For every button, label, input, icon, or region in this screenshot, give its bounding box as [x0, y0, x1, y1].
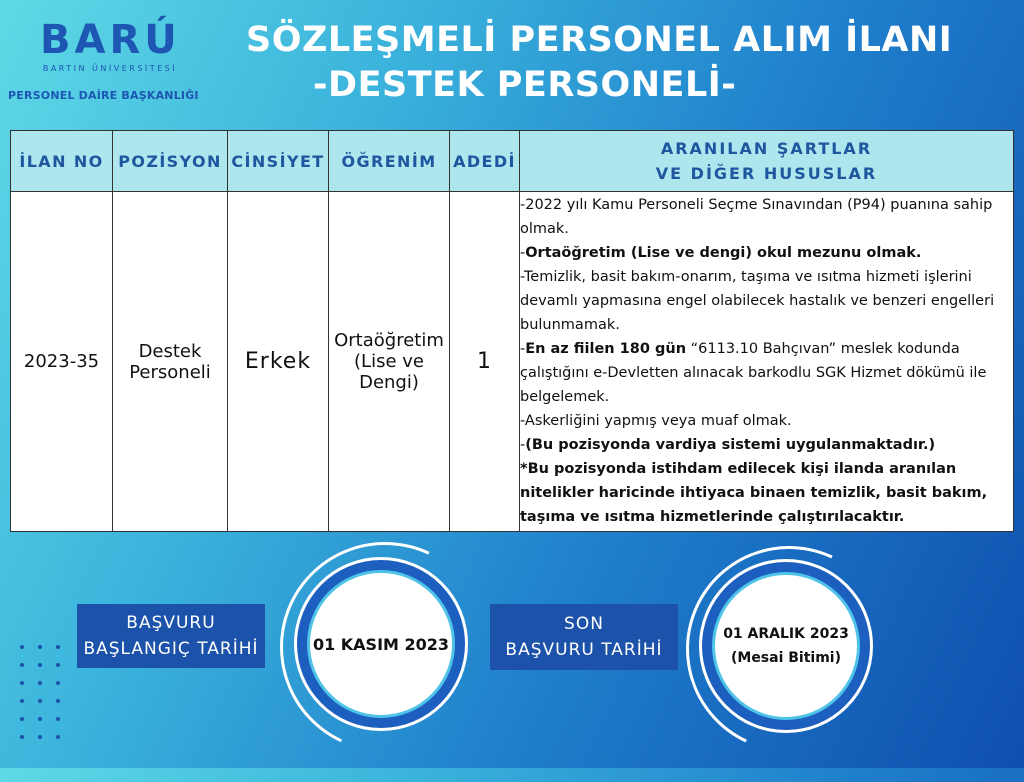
job-posting-table	[10, 130, 1014, 532]
condition-bold: (Bu pozisyonda vardiya sistemi uygulanmaktadır.)	[525, 437, 936, 453]
condition-bold: En az fiilen 180 gün	[525, 341, 687, 357]
header-adedi: ADEDİ	[450, 131, 520, 192]
end-date-circle	[712, 572, 860, 720]
end-label-line2: BAŞVURU TARİHİ	[505, 640, 663, 660]
start-label-line2: BAŞLANGIÇ TARİHİ	[83, 639, 259, 659]
condition-item	[520, 433, 1011, 457]
cell-ogrenim	[329, 192, 450, 532]
start-date-circle	[307, 570, 455, 718]
header-sartlar-line2: VE DİĞER HUSUSLAR	[655, 164, 878, 183]
end-date-value: 01 ARALIK 2023	[723, 626, 849, 642]
condition-bold: Ortaöğretim (Lise ve dengi) okul mezunu olmak.	[525, 245, 922, 261]
cell-ilan-no: 2023-35	[11, 192, 113, 532]
ogrenim-line1: Ortaöğretim	[334, 330, 444, 351]
university-logo	[40, 18, 180, 73]
start-date-value: 01 KASIM 2023	[312, 634, 450, 654]
decorative-dot-grid	[20, 645, 74, 753]
ogrenim-line3: Dengi)	[359, 372, 419, 393]
header-ogrenim: ÖĞRENİM	[329, 131, 450, 192]
end-label-line1: SON	[564, 614, 604, 634]
logo-wordmark: BARÚ	[40, 17, 181, 63]
department-name: PERSONEL DAİRE BAŞKANLIĞI	[8, 89, 199, 102]
ogrenim-line2: (Lise ve	[354, 351, 424, 372]
end-date-note: (Mesai Bitimi)	[730, 650, 842, 666]
cell-adedi: 1	[450, 192, 520, 532]
condition-item	[520, 241, 1011, 265]
cell-pozisyon	[113, 192, 228, 532]
condition-item	[520, 337, 1011, 409]
cell-cinsiyet: Erkek	[228, 192, 329, 532]
condition-dash: -	[520, 245, 526, 261]
end-date-badge	[702, 562, 870, 730]
page-title: SÖZLEŞMELİ PERSONEL ALIM İLANI	[246, 20, 953, 60]
table-row	[11, 192, 1014, 532]
condition-dash: -	[520, 341, 526, 357]
end-date-label	[490, 604, 678, 670]
page-subtitle: -DESTEK PERSONELİ-	[313, 65, 737, 105]
header-cinsiyet: CİNSİYET	[228, 131, 329, 192]
header-pozisyon: POZİSYON	[113, 131, 228, 192]
header-ilan-no: İLAN NO	[11, 131, 113, 192]
condition-dash: -	[520, 437, 526, 453]
condition-item: -2022 yılı Kamu Personeli Seçme Sınavından (P94) puanına sahip olmak.	[520, 197, 993, 237]
header-sartlar-line1: ARANILAN ŞARTLAR	[660, 139, 873, 158]
start-date-badge	[297, 560, 465, 728]
start-date-label	[77, 604, 265, 668]
condition-note: *Bu pozisyonda istihdam edilecek kişi ilanda aranılan nitelikler haricinde ihtiyaca binaen temizlik, basit bakım, taşıma ve ısıtma hizmetlerinde çalıştırılacaktır.	[520, 461, 988, 525]
condition-item: -Askerliğini yapmış veya muaf olmak.	[520, 413, 792, 429]
pozisyon-line1: Destek	[138, 340, 202, 362]
condition-text: “6113.10 Bahçıvan” meslek kodunda çalıştığını e-Devletten alınacak barkodlu SGK Hizmet dökümü ile belgelemek.	[520, 341, 987, 405]
logo-university-name: BARTIN ÜNİVERSİTESİ	[42, 64, 178, 73]
table-header-row	[11, 131, 1014, 192]
cell-conditions	[520, 192, 1014, 532]
header-sartlar	[520, 131, 1014, 192]
start-label-line1: BAŞVURU	[126, 613, 216, 633]
pozisyon-line2: Personeli	[129, 361, 211, 383]
condition-item: -Temizlik, basit bakım-onarım, taşıma ve ısıtma hizmeti işlerini devamlı yapmasına engel olabilecek hastalık ve benzeri engelleri bulunmamak.	[520, 269, 995, 333]
